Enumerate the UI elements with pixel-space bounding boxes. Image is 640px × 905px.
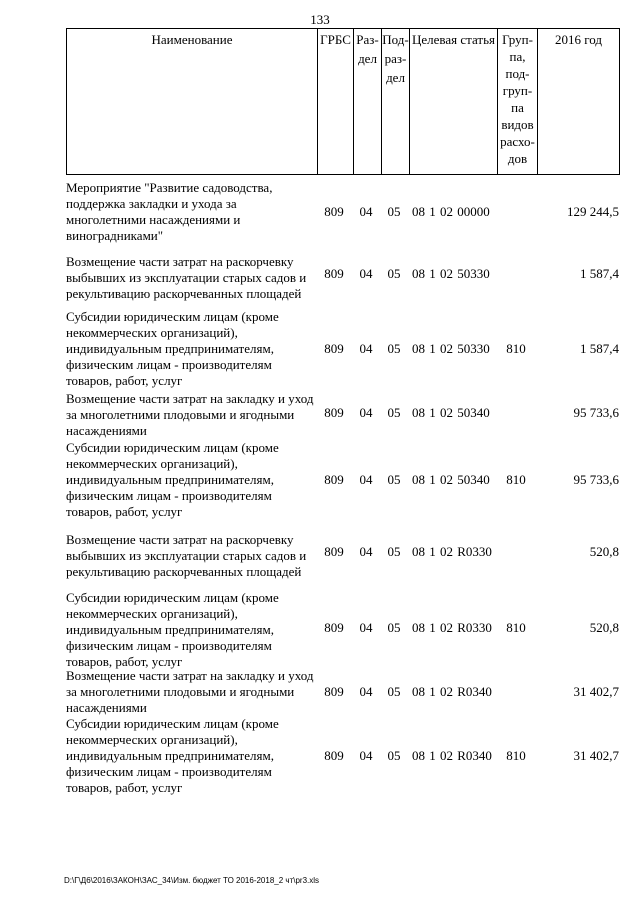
row-podrazdel: 05 — [387, 341, 401, 356]
row-vr: 810 — [506, 748, 526, 763]
row-name: Возмещение части затрат на раскорчевку выбывших из эксплуатации старых садов и рекультивацию раскорчеванных площадей — [66, 532, 307, 579]
row-podrazdel: 05 — [387, 204, 401, 219]
row-name: Возмещение части затрат на закладку и уход за многолетними плодовыми и ягодными насаждениями — [66, 668, 314, 715]
row-razdel: 04 — [359, 620, 373, 635]
row-vr: 810 — [506, 620, 526, 635]
row-razdel: 04 — [359, 405, 373, 420]
row-razdel: 04 — [359, 748, 373, 763]
row-razdel: 04 — [359, 684, 373, 699]
row-cs: 08 1 02 50330 — [412, 341, 490, 356]
row-name: Возмещение части затрат на закладку и уход за многолетними плодовыми и ягодными насаждениями — [66, 391, 314, 438]
row-grbs: 809 — [324, 748, 344, 763]
row-sum: 1 587,4 — [580, 341, 619, 356]
row-grbs: 809 — [324, 341, 344, 356]
row-cs: 08 1 02 00000 — [412, 204, 490, 219]
row-name: Субсидии юридическим лицам (кроме некоммерческих организаций), индивидуальным предпринимателям, физическим лицам - производителям товаров, работ, услуг — [66, 309, 279, 388]
row-sum: 31 402,7 — [573, 748, 619, 763]
row-cs: 08 1 02 R0340 — [412, 684, 492, 699]
row-razdel: 04 — [359, 544, 373, 559]
row-sum: 520,8 — [589, 620, 619, 635]
header-celevaya: Целевая статья — [409, 29, 497, 174]
table-header — [66, 28, 620, 175]
file-path-footer: D:\Г\Д6\2016\ЗАКОН\ЗАС_34\Изм. бюджет ТО 2016-2018_2 чт\pr3.xls — [64, 876, 320, 885]
row-razdel: 04 — [359, 266, 373, 281]
row-name: Субсидии юридическим лицам (кроме некоммерческих организаций), индивидуальным предпринимателям, физическим лицам - производителям товаров, работ, услуг — [66, 590, 279, 669]
row-sum: 31 402,7 — [573, 684, 619, 699]
header-name: Наименование — [151, 32, 233, 47]
row-vr: 810 — [506, 341, 526, 356]
row-grbs: 809 — [324, 544, 344, 559]
row-sum: 129 244,5 — [567, 204, 619, 219]
header-razdel: Раз- дел — [353, 29, 381, 174]
row-razdel: 04 — [359, 472, 373, 487]
header-year: 2016 год — [537, 29, 619, 174]
row-name: Возмещение части затрат на раскорчевку выбывших из эксплуатации старых садов и рекультивацию раскорчеванных площадей — [66, 254, 307, 301]
row-podrazdel: 05 — [387, 620, 401, 635]
row-cs: 08 1 02 R0330 — [412, 620, 492, 635]
row-cs: 08 1 02 50340 — [412, 472, 490, 487]
row-vr: 810 — [506, 472, 526, 487]
row-sum: 1 587,4 — [580, 266, 619, 281]
row-cs: 08 1 02 R0340 — [412, 748, 492, 763]
row-razdel: 04 — [359, 204, 373, 219]
page-number: 133 — [310, 12, 330, 27]
header-grbs: ГРБС — [317, 29, 353, 174]
row-name: Субсидии юридическим лицам (кроме некоммерческих организаций), индивидуальным предпринимателям, физическим лицам - производителям товаров, работ, услуг — [66, 440, 279, 519]
row-razdel: 04 — [359, 341, 373, 356]
header-podrazdel: Под- раз- дел — [381, 29, 409, 174]
row-name: Мероприятие "Развитие садоводства, поддержка закладки и ухода за многолетними насаждениями и виноградниками" — [66, 180, 273, 243]
row-grbs: 809 — [324, 472, 344, 487]
row-cs: 08 1 02 50340 — [412, 405, 490, 420]
row-podrazdel: 05 — [387, 472, 401, 487]
row-podrazdel: 05 — [387, 748, 401, 763]
header-gruppa: Груп- па, под- груп- па видов расхо- дов — [497, 29, 537, 174]
row-cs: 08 1 02 R0330 — [412, 544, 492, 559]
row-sum: 95 733,6 — [573, 472, 619, 487]
row-grbs: 809 — [324, 620, 344, 635]
row-grbs: 809 — [324, 405, 344, 420]
row-podrazdel: 05 — [387, 266, 401, 281]
row-grbs: 809 — [324, 204, 344, 219]
row-grbs: 809 — [324, 266, 344, 281]
row-cs: 08 1 02 50330 — [412, 266, 490, 281]
row-grbs: 809 — [324, 684, 344, 699]
row-sum: 520,8 — [589, 544, 619, 559]
row-name: Субсидии юридическим лицам (кроме некоммерческих организаций), индивидуальным предпринимателям, физическим лицам - производителям товаров, работ, услуг — [66, 716, 279, 795]
row-podrazdel: 05 — [387, 544, 401, 559]
row-sum: 95 733,6 — [573, 405, 619, 420]
row-podrazdel: 05 — [387, 405, 401, 420]
row-podrazdel: 05 — [387, 684, 401, 699]
